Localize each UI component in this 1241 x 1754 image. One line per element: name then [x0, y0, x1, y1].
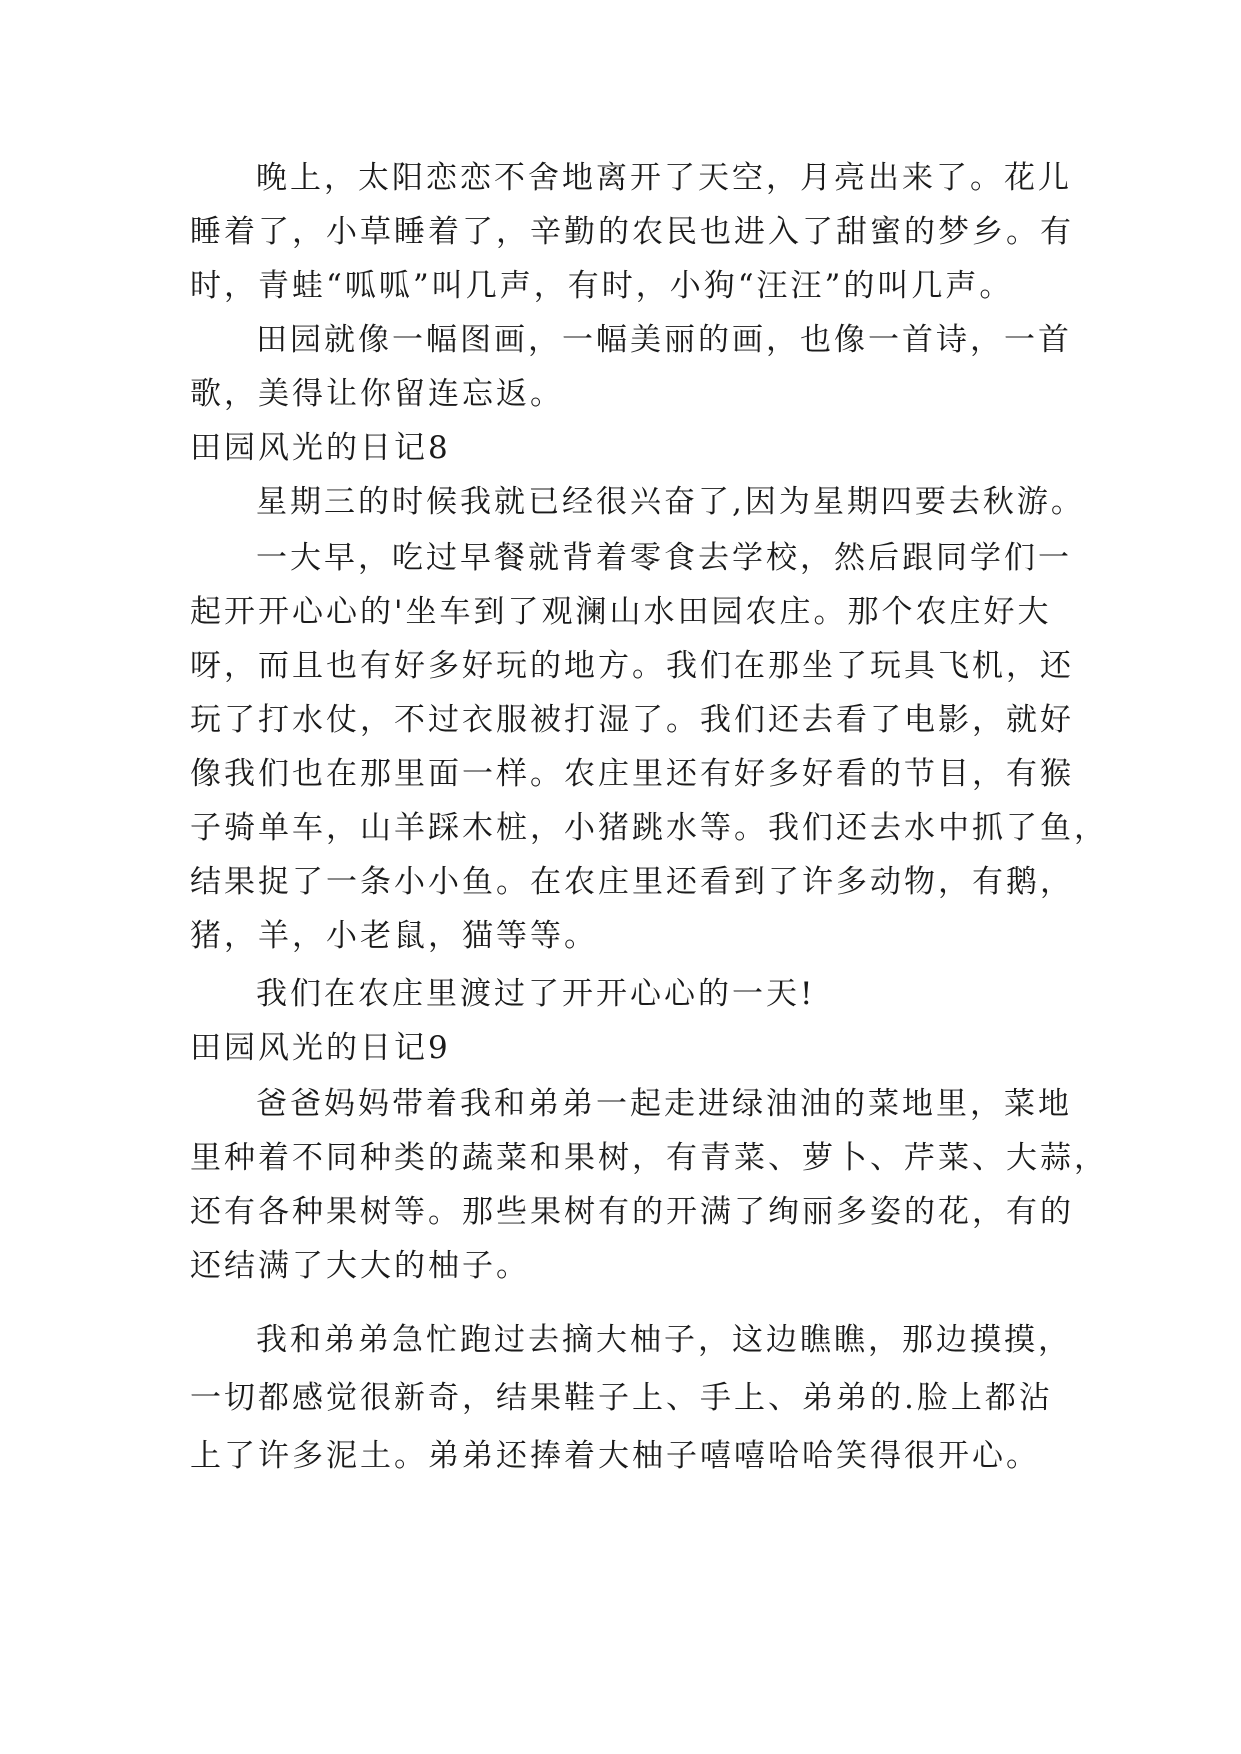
text-line: 星期三的时候我就已经很兴奋了,因为星期四要去秋游。	[256, 484, 1085, 520]
text-line: 还有各种果树等。那些果树有的开满了绚丽多姿的花，有的	[190, 1194, 1074, 1230]
text-line: 里种着不同种类的蔬菜和果树，有青菜、萝卜、芹菜、大蒜，	[190, 1140, 1108, 1176]
section-heading: 田园风光的日记8	[190, 430, 451, 466]
text-line: 田园就像一幅图画，一幅美丽的画，也像一首诗，一首	[256, 322, 1072, 358]
text-line: 时，青蛙“呱呱”叫几声，有时，小狗“汪汪”的叫几声。	[190, 268, 1014, 304]
section-heading: 田园风光的日记9	[190, 1030, 451, 1066]
text-line: 歌，美得让你留连忘返。	[190, 376, 564, 412]
text-line: 呀，而且也有好多好玩的地方。我们在那坐了玩具飞机，还	[190, 648, 1074, 684]
text-line: 玩了打水仗，不过衣服被打湿了。我们还去看了电影，就好	[190, 702, 1074, 738]
text-line: 子骑单车，山羊踩木桩，小猪跳水等。我们还去水中抓了鱼，	[190, 810, 1108, 846]
text-line: 晚上，太阳恋恋不舍地离开了天空，月亮出来了。花儿	[256, 160, 1072, 196]
text-line: 起开开心心的'坐车到了观澜山水田园农庄。那个农庄好大	[190, 594, 1052, 630]
text-line: 我和弟弟急忙跑过去摘大柚子，这边瞧瞧，那边摸摸，	[256, 1322, 1072, 1358]
text-line: 还结满了大大的柚子。	[190, 1248, 530, 1284]
text-line: 睡着了，小草睡着了，辛勤的农民也进入了甜蜜的梦乡。有	[190, 214, 1074, 250]
text-line: 上了许多泥土。弟弟还捧着大柚子嘻嘻哈哈笑得很开心。	[190, 1438, 1040, 1474]
text-line: 猪，羊，小老鼠，猫等等。	[190, 918, 598, 954]
text-line: 结果捉了一条小小鱼。在农庄里还看到了许多动物，有鹅，	[190, 864, 1074, 900]
text-line: 像我们也在那里面一样。农庄里还有好多好看的节目，有猴	[190, 756, 1074, 792]
text-line: 一大早，吃过早餐就背着零食去学校，然后跟同学们一	[256, 540, 1072, 576]
text-line: 一切都感觉很新奇，结果鞋子上、手上、弟弟的.脸上都沾	[190, 1380, 1053, 1416]
text-line: 我们在农庄里渡过了开开心心的一天!	[256, 976, 816, 1012]
text-line: 爸爸妈妈带着我和弟弟一起走进绿油油的菜地里，菜地	[256, 1086, 1072, 1122]
